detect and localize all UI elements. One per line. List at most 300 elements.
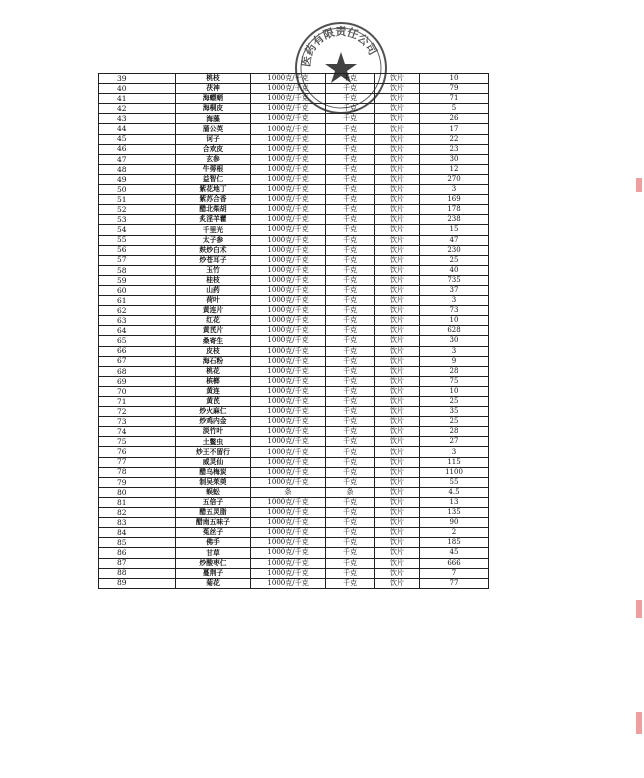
spec-cell: 1000克/千克 [251,477,326,487]
drug-name: 桂枝 [176,275,251,285]
drug-name: 蜈蚣 [176,487,251,497]
drug-name: 海石粉 [176,356,251,366]
table-row [99,457,489,467]
row-number: 81 [99,497,176,507]
drug-name: 红花 [176,316,251,326]
unit-cell: 千克 [326,356,375,366]
drug-name: 桃枝 [176,74,251,84]
quantity-cell: 3 [420,346,489,356]
row-number: 87 [99,558,176,568]
drug-name: 黄连片 [176,306,251,316]
unit-cell: 千克 [326,114,375,124]
unit-cell: 千克 [326,195,375,205]
table-row [99,366,489,376]
row-number: 78 [99,467,176,477]
spec-cell: 1000克/千克 [251,104,326,114]
table-row [99,316,489,326]
drug-name: 炒鸡内金 [176,417,251,427]
drug-name: 海螵蛸 [176,94,251,104]
type-cell: 饮片 [375,336,420,346]
table-row [99,437,489,447]
row-number: 86 [99,548,176,558]
quantity-cell: 25 [420,417,489,427]
quantity-cell: 238 [420,215,489,225]
unit-cell: 千克 [326,558,375,568]
row-number: 41 [99,94,176,104]
drug-name: 炒苍耳子 [176,255,251,265]
type-cell: 饮片 [375,477,420,487]
type-cell: 饮片 [375,185,420,195]
drug-name: 太子参 [176,235,251,245]
unit-cell: 千克 [326,336,375,346]
table-row [99,397,489,407]
table-row [99,94,489,104]
quantity-cell: 27 [420,437,489,447]
table-row [99,296,489,306]
quantity-cell: 666 [420,558,489,568]
row-number: 89 [99,578,176,588]
drug-name: 千里光 [176,225,251,235]
spec-cell: 1000克/千克 [251,245,326,255]
type-cell: 饮片 [375,528,420,538]
quantity-cell: 79 [420,84,489,94]
unit-cell: 千克 [326,185,375,195]
quantity-cell: 10 [420,386,489,396]
unit-cell: 千克 [326,397,375,407]
drug-name: 黄芪片 [176,326,251,336]
type-cell: 饮片 [375,174,420,184]
row-number: 49 [99,174,176,184]
drug-name: 醋南五味子 [176,518,251,528]
unit-cell: 千克 [326,235,375,245]
drug-name: 醋乌梅炭 [176,467,251,477]
spec-cell: 1000克/千克 [251,407,326,417]
table-body [99,74,489,589]
row-number: 56 [99,245,176,255]
unit-cell: 千克 [326,134,375,144]
quantity-cell: 10 [420,74,489,84]
unit-cell: 千克 [326,265,375,275]
unit-cell: 千克 [326,154,375,164]
spec-cell: 1000克/千克 [251,144,326,154]
row-number: 50 [99,185,176,195]
row-number: 55 [99,235,176,245]
row-number: 75 [99,437,176,447]
type-cell: 饮片 [375,578,420,588]
drug-name: 玉竹 [176,265,251,275]
table-row [99,235,489,245]
row-number: 80 [99,487,176,497]
table-row [99,124,489,134]
unit-cell: 千克 [326,346,375,356]
unit-cell: 千克 [326,275,375,285]
drug-name: 炒王不留行 [176,447,251,457]
table-row [99,215,489,225]
table-row [99,508,489,518]
spec-cell: 条 [251,487,326,497]
unit-cell: 千克 [326,508,375,518]
row-number: 43 [99,114,176,124]
type-cell: 饮片 [375,366,420,376]
spec-cell: 1000克/千克 [251,316,326,326]
quantity-cell: 73 [420,306,489,316]
row-number: 39 [99,74,176,84]
type-cell: 饮片 [375,285,420,295]
table-row [99,356,489,366]
drug-name: 淡竹叶 [176,427,251,437]
row-number: 61 [99,296,176,306]
unit-cell: 千克 [326,326,375,336]
spec-cell: 1000克/千克 [251,124,326,134]
drug-name: 槟榔 [176,376,251,386]
drug-name: 制吴茱萸 [176,477,251,487]
table-row [99,104,489,114]
quantity-cell: 3 [420,185,489,195]
spec-cell: 1000克/千克 [251,427,326,437]
type-cell: 饮片 [375,417,420,427]
spec-cell: 1000克/千克 [251,457,326,467]
drug-name: 皮枝 [176,346,251,356]
quantity-cell: 3 [420,296,489,306]
spec-cell: 1000克/千克 [251,467,326,477]
spec-cell: 1000克/千克 [251,518,326,528]
unit-cell: 千克 [326,568,375,578]
row-number: 60 [99,285,176,295]
quantity-cell: 9 [420,356,489,366]
drug-name: 黄芪 [176,397,251,407]
drug-name: 醋北柴胡 [176,205,251,215]
table-row [99,245,489,255]
row-number: 45 [99,134,176,144]
row-number: 63 [99,316,176,326]
table-row [99,154,489,164]
drug-name: 醋五灵脂 [176,508,251,518]
table-row [99,548,489,558]
quantity-cell: 45 [420,548,489,558]
unit-cell: 千克 [326,528,375,538]
quantity-cell: 71 [420,94,489,104]
drug-name: 菊花 [176,578,251,588]
spec-cell: 1000克/千克 [251,285,326,295]
table-row [99,558,489,568]
drug-name: 菟丝子 [176,528,251,538]
drug-name: 土鳖虫 [176,437,251,447]
table-row [99,518,489,528]
type-cell: 饮片 [375,245,420,255]
type-cell: 饮片 [375,114,420,124]
spec-cell: 1000克/千克 [251,134,326,144]
row-number: 53 [99,215,176,225]
type-cell: 饮片 [375,518,420,528]
unit-cell: 千克 [326,376,375,386]
row-number: 67 [99,356,176,366]
unit-cell: 千克 [326,124,375,134]
table-row [99,275,489,285]
table-row [99,326,489,336]
type-cell: 饮片 [375,154,420,164]
table-row [99,407,489,417]
spec-cell: 1000克/千克 [251,366,326,376]
unit-cell: 千克 [326,174,375,184]
table-row [99,578,489,588]
drug-name: 海桐皮 [176,104,251,114]
spec-cell: 1000克/千克 [251,195,326,205]
row-number: 54 [99,225,176,235]
table-row [99,164,489,174]
type-cell: 饮片 [375,94,420,104]
quantity-cell: 30 [420,154,489,164]
quantity-cell: 5 [420,104,489,114]
unit-cell: 千克 [326,497,375,507]
row-number: 58 [99,265,176,275]
quantity-cell: 7 [420,568,489,578]
spec-cell: 1000克/千克 [251,84,326,94]
drug-name: 麸炒白术 [176,245,251,255]
unit-cell: 千克 [326,94,375,104]
unit-cell: 千克 [326,164,375,174]
type-cell: 饮片 [375,346,420,356]
table-row [99,447,489,457]
type-cell: 饮片 [375,164,420,174]
spec-cell: 1000克/千克 [251,265,326,275]
drug-name: 炒酸枣仁 [176,558,251,568]
spec-cell: 1000克/千克 [251,417,326,427]
unit-cell: 千克 [326,255,375,265]
quantity-cell: 230 [420,245,489,255]
quantity-cell: 115 [420,457,489,467]
spec-cell: 1000克/千克 [251,185,326,195]
type-cell: 饮片 [375,497,420,507]
type-cell: 饮片 [375,316,420,326]
quantity-cell: 628 [420,326,489,336]
drug-name: 益智仁 [176,174,251,184]
drug-name: 诃子 [176,134,251,144]
drug-name: 桃花 [176,366,251,376]
unit-cell: 千克 [326,447,375,457]
drug-name: 五倍子 [176,497,251,507]
table-row [99,285,489,295]
row-number: 83 [99,518,176,528]
type-cell: 饮片 [375,427,420,437]
table-row [99,568,489,578]
type-cell: 饮片 [375,386,420,396]
quantity-cell: 15 [420,225,489,235]
quantity-cell: 75 [420,376,489,386]
table-row [99,306,489,316]
row-number: 82 [99,508,176,518]
table-row [99,205,489,215]
unit-cell: 千克 [326,225,375,235]
unit-cell: 千克 [326,205,375,215]
type-cell: 饮片 [375,487,420,497]
spec-cell: 1000克/千克 [251,386,326,396]
type-cell: 饮片 [375,225,420,235]
row-number: 48 [99,164,176,174]
spec-cell: 1000克/千克 [251,306,326,316]
table-row [99,74,489,84]
spec-cell: 1000克/千克 [251,528,326,538]
type-cell: 饮片 [375,508,420,518]
unit-cell: 千克 [326,477,375,487]
quantity-cell: 22 [420,134,489,144]
table-row [99,376,489,386]
spec-cell: 1000克/千克 [251,508,326,518]
table-row [99,84,489,94]
drug-name: 炒火麻仁 [176,407,251,417]
row-number: 47 [99,154,176,164]
drug-name: 黄连 [176,386,251,396]
unit-cell: 千克 [326,407,375,417]
quantity-cell: 3 [420,447,489,457]
spec-cell: 1000克/千克 [251,215,326,225]
unit-cell: 千克 [326,467,375,477]
quantity-cell: 2 [420,528,489,538]
table-row [99,386,489,396]
edge-mark [636,178,642,192]
quantity-cell: 37 [420,285,489,295]
row-number: 62 [99,306,176,316]
quantity-cell: 26 [420,114,489,124]
drug-name: 山药 [176,285,251,295]
unit-cell: 千克 [326,306,375,316]
quantity-cell: 12 [420,164,489,174]
spec-cell: 1000克/千克 [251,174,326,184]
drug-name: 荷叶 [176,296,251,306]
type-cell: 饮片 [375,265,420,275]
row-number: 52 [99,205,176,215]
row-number: 84 [99,528,176,538]
quantity-cell: 47 [420,235,489,245]
type-cell: 饮片 [375,195,420,205]
drug-name: 甘草 [176,548,251,558]
quantity-cell: 4.5 [420,487,489,497]
table-row [99,195,489,205]
row-number: 71 [99,397,176,407]
drug-name: 蔓荆子 [176,568,251,578]
spec-cell: 1000克/千克 [251,497,326,507]
row-number: 42 [99,104,176,114]
unit-cell: 千克 [326,386,375,396]
spec-cell: 1000克/千克 [251,296,326,306]
quantity-cell: 25 [420,397,489,407]
table-row [99,477,489,487]
type-cell: 饮片 [375,144,420,154]
quantity-cell: 185 [420,538,489,548]
unit-cell: 千克 [326,296,375,306]
row-number: 77 [99,457,176,467]
drug-list-table [98,73,489,589]
drug-name: 玄参 [176,154,251,164]
drug-name: 紫花地丁 [176,185,251,195]
quantity-cell: 77 [420,578,489,588]
row-number: 70 [99,386,176,396]
type-cell: 饮片 [375,134,420,144]
type-cell: 饮片 [375,74,420,84]
quantity-cell: 25 [420,255,489,265]
spec-cell: 1000克/千克 [251,326,326,336]
edge-mark [636,600,642,618]
table-row [99,225,489,235]
spec-cell: 1000克/千克 [251,397,326,407]
quantity-cell: 28 [420,366,489,376]
quantity-cell: 135 [420,508,489,518]
type-cell: 饮片 [375,538,420,548]
type-cell: 饮片 [375,548,420,558]
drug-name: 炙淫羊藿 [176,215,251,225]
type-cell: 饮片 [375,568,420,578]
type-cell: 饮片 [375,376,420,386]
type-cell: 饮片 [375,104,420,114]
row-number: 40 [99,84,176,94]
spec-cell: 1000克/千克 [251,346,326,356]
unit-cell: 千克 [326,144,375,154]
table-row [99,528,489,538]
unit-cell: 千克 [326,104,375,114]
row-number: 46 [99,144,176,154]
drug-name: 合欢皮 [176,144,251,154]
table-row [99,255,489,265]
drug-name: 海藻 [176,114,251,124]
row-number: 76 [99,447,176,457]
quantity-cell: 23 [420,144,489,154]
spec-cell: 1000克/千克 [251,225,326,235]
unit-cell: 千克 [326,74,375,84]
type-cell: 饮片 [375,235,420,245]
spec-cell: 1000克/千克 [251,538,326,548]
spec-cell: 1000克/千克 [251,114,326,124]
spec-cell: 1000克/千克 [251,558,326,568]
spec-cell: 1000克/千克 [251,235,326,245]
type-cell: 饮片 [375,457,420,467]
spec-cell: 1000克/千克 [251,74,326,84]
unit-cell: 千克 [326,245,375,255]
type-cell: 饮片 [375,296,420,306]
table-row [99,487,489,497]
drug-name: 茯神 [176,84,251,94]
unit-cell: 千克 [326,215,375,225]
spec-cell: 1000克/千克 [251,376,326,386]
row-number: 85 [99,538,176,548]
quantity-cell: 17 [420,124,489,134]
table-row [99,265,489,275]
table-row [99,538,489,548]
edge-mark [636,712,642,734]
quantity-cell: 90 [420,518,489,528]
table-row [99,427,489,437]
row-number: 88 [99,568,176,578]
unit-cell: 千克 [326,84,375,94]
spec-cell: 1000克/千克 [251,568,326,578]
spec-cell: 1000克/千克 [251,164,326,174]
type-cell: 饮片 [375,124,420,134]
table-row [99,185,489,195]
quantity-cell: 178 [420,205,489,215]
row-number: 68 [99,366,176,376]
unit-cell: 千克 [326,548,375,558]
unit-cell: 条 [326,487,375,497]
type-cell: 饮片 [375,356,420,366]
unit-cell: 千克 [326,437,375,447]
quantity-cell: 55 [420,477,489,487]
quantity-cell: 35 [420,407,489,417]
quantity-cell: 28 [420,427,489,437]
type-cell: 饮片 [375,407,420,417]
spec-cell: 1000克/千克 [251,578,326,588]
type-cell: 饮片 [375,437,420,447]
drug-name: 威灵仙 [176,457,251,467]
drug-name: 紫苏合香 [176,195,251,205]
unit-cell: 千克 [326,285,375,295]
